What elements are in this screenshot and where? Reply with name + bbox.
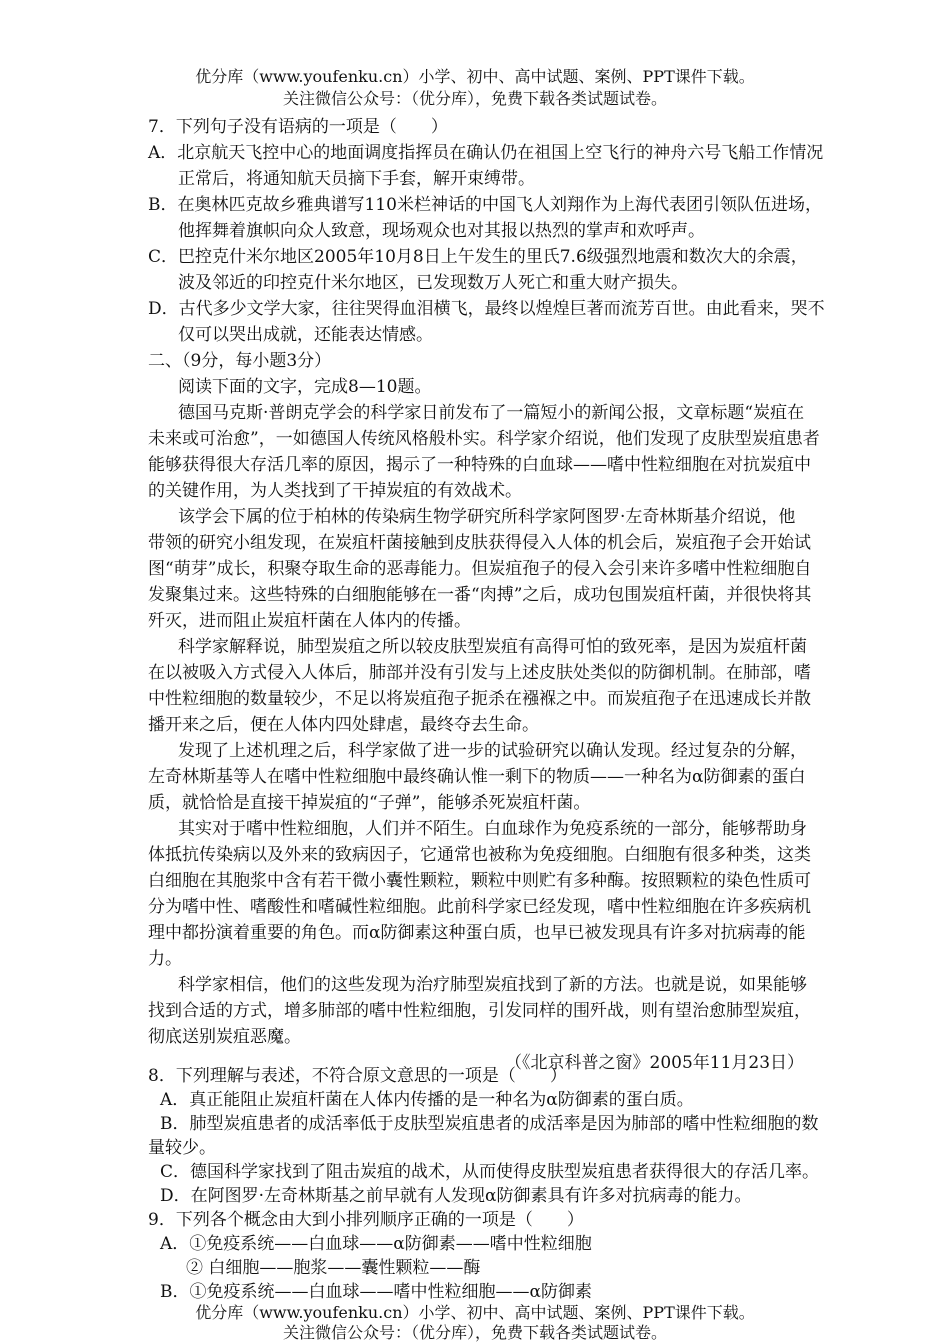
q7-option-c: C．巴控克什米尔地区2005年10月8日上午发生的里氏7.6级强烈地震和数次大的余震， [148,247,808,267]
section-heading: 二、（9分，每小题3分） [148,351,332,371]
q7-option-a: A．北京航天飞控中心的地面调度指挥员在确认仍在祖国上空飞行的神舟六号飞船工作情况 [148,143,824,163]
passage-line: 左奇林斯基等人在嗜中性粒细胞中最终确认惟一剩下的物质——一种名为α防御素的蛋白 [148,767,806,787]
q8-option-c: C．德国科学家找到了阻击炭疽的战术，从而使得皮肤型炭疽患者获得很大的存活几率。 [160,1162,820,1182]
passage-line: 带领的研究小组发现，在炭疽杆菌接触到皮肤获得侵入人体的机会后，炭疽孢子会开始试 [148,533,811,553]
passage-line: 科学家解释说，肺型炭疽之所以较皮肤型炭疽有高得可怕的致死率，是因为炭疽杆菌 [178,637,807,657]
header-line-2: 关注微信公众号：（优分库），免费下载各类试题试卷。 [282,89,667,108]
passage-line: 未来或可治愈”，一如德国人传统风格般朴实。科学家介绍说，他们发现了皮肤型炭疽患者 [148,429,820,449]
passage-line: 彻底送别炭疽恶魔。 [148,1027,301,1047]
passage-line: 在以被吸入方式侵入人体后，肺部并没有引发与上述皮肤处类似的防御机制。在肺部，嗜 [148,663,811,683]
q8-option-d: D．在阿图罗·左奇林斯基之前早就有人发现α防御素具有许多对抗病毒的能力。 [160,1186,752,1206]
passage-source: （《北京科普之窗》2005年11月23日） [505,1053,805,1073]
q7-option-d-cont: 仅可以哭出成就，还能表达情感。 [178,325,433,345]
passage-line: 力。 [148,949,182,969]
passage-line: 中性粒细胞的数量较少，不足以将炭疽孢子扼杀在襁褓之中。而炭疽孢子在迅速成长并散 [148,689,811,709]
q7-option-d: D．古代多少文学大家，往往哭得血泪横飞，最终以煌煌巨著而流芳百世。由此看来，哭不 [148,299,825,319]
footer-line-1: 优分库（www.youfenku.cn）小学、初中、高中试题、案例、PPT课件下载。 [195,1303,755,1322]
passage-line: 体抵抗传染病以及外来的致病因子，它通常也被称为免疫细胞。白细胞有很多种类，这类 [148,845,811,865]
q9-option-a: A．①免疫系统——白血球——α防御素——嗜中性粒细胞 [160,1234,592,1254]
section-instruction: 阅读下面的文字，完成8—10题。 [178,377,432,397]
passage-line: 理中都扮演着重要的角色。而α防御素这种蛋白质，也早已被发现具有许多对抗病毒的能 [148,923,806,943]
passage-line: 发现了上述机理之后，科学家做了进一步的试验研究以确认发现。经过复杂的分解， [178,741,807,761]
passage-line: 歼灭，进而阻止炭疽杆菌在人体内的传播。 [148,611,471,631]
q7-stem: 7．下列句子没有语病的一项是（ ） [148,117,448,137]
passage-line: 白细胞在其胞浆中含有若干微小囊性颗粒，颗粒中则贮有多种酶。按照颗粒的染色性质可 [148,871,811,891]
passage-line: 分为嗜中性、嗜酸性和嗜碱性粒细胞。此前科学家已经发现，嗜中性粒细胞在许多疾病机 [148,897,811,917]
q8-stem: 8．下列理解与表述，不符合原文意思的一项是（ ） [148,1066,567,1086]
q9-stem: 9．下列各个概念由大到小排列顺序正确的一项是（ ） [148,1210,584,1230]
passage-line: 能够获得很大存活几率的原因，揭示了一种特殊的白血球——嗜中性粒细胞在对抗炭疽中 [148,455,811,475]
q7-option-b: B．在奥林匹克故乡雅典谱写110米栏神话的中国飞人刘翔作为上海代表团引领队伍进场， [148,195,822,215]
passage-line: 科学家相信，他们的这些发现为治疗肺型炭疽找到了新的方法。也就是说，如果能够 [178,975,807,995]
passage-line: 找到合适的方式，增多肺部的嗜中性粒细胞，引发同样的围歼战，则有望治愈肺型炭疽， [148,1001,811,1021]
q7-option-c-cont: 波及邻近的印控克什米尔地区，已发现数万人死亡和重大财产损失。 [178,273,688,293]
passage-line: 德国马克斯·普朗克学会的科学家日前发布了一篇短小的新闻公报，文章标题“炭疽在 [178,403,805,423]
passage-line: 的关键作用，为人类找到了干掉炭疽的有效战术。 [148,481,522,501]
passage-line: 其实对于嗜中性粒细胞，人们并不陌生。白血球作为免疫系统的一部分，能够帮助身 [178,819,807,839]
passage-line: 发聚集过来。这些特殊的白细胞能够在一番“肉搏”之后，成功包围炭疽杆菌，并很快将其 [148,585,812,605]
q8-option-a: A．真正能阻止炭疽杆菌在人体内传播的是一种名为α防御素的蛋白质。 [160,1090,694,1110]
passage-line: 播开来之后，便在人体内四处肆虐，最终夺去生命。 [148,715,539,735]
passage-line: 图“萌芽”成长，积聚夺取生命的恶毒能力。但炭疽孢子的侵入会引来许多嗜中性粒细胞自 [148,559,812,579]
q7-option-b-cont: 他挥舞着旗帜向众人致意，现场观众也对其报以热烈的掌声和欢呼声。 [178,221,705,241]
q7-option-a-cont: 正常后，将通知航天员摘下手套，解开束缚带。 [178,169,535,189]
passage-line: 质，就恰恰是直接干掉炭疽的“子弹”，能够杀死炭疽杆菌。 [148,793,591,813]
q9-option-b: B．①免疫系统——白血球——嗜中性粒细胞——α防御素 [160,1282,592,1302]
footer-line-2: 关注微信公众号：（优分库），免费下载各类试题试卷。 [282,1323,667,1342]
q9-option-a-part2: ② 白细胞——胞浆——囊性颗粒——酶 [186,1258,481,1278]
header-line-1: 优分库（www.youfenku.cn）小学、初中、高中试题、案例、PPT课件下载。 [195,67,755,86]
q8-option-b-cont: 量较少。 [148,1138,216,1158]
q8-option-b: B．肺型炭疽患者的成活率低于皮肤型炭疽患者的成活率是因为肺部的嗜中性粒细胞的数 [160,1114,819,1134]
passage-line: 该学会下属的位于柏林的传染病生物学研究所科学家阿图罗·左奇林斯基介绍说，他 [178,507,796,527]
